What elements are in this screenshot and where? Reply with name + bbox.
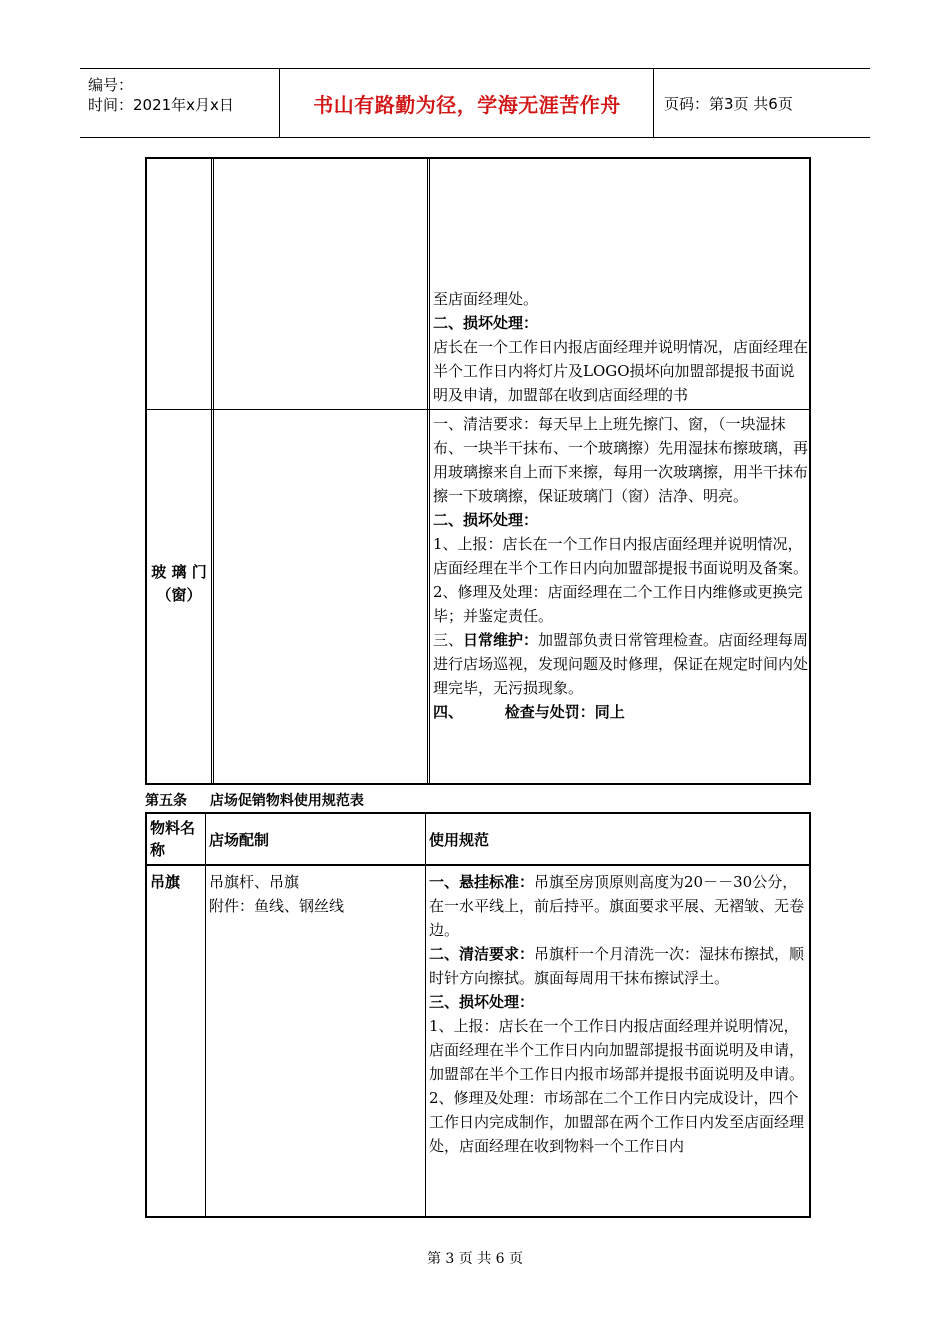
row2-item-name: 玻 璃 门（窗） xyxy=(151,563,207,604)
spec-line: 2、修理及处理：市场部在二个工作日内完成设计，四个工作日内完成制作，加盟部在两个工作日内发至店面经理处，店面经理在收到物料一个工作日内 xyxy=(429,1089,805,1155)
config-line: 附件：鱼线、钢丝线 xyxy=(209,897,345,915)
header-meta xyxy=(80,69,280,137)
header-page-info: 页码：第3页 共6页 xyxy=(664,94,793,113)
row2-line: 二、损坏处理： xyxy=(433,511,539,529)
row2-line: 四、 检查与处罚：同上 xyxy=(433,703,625,721)
spec-line: 二、清洁要求：吊旗杆一个月清洗一次：湿抹布擦拭，顺时针方向擦拭。旗面每周用干抹布擦试浮土。 xyxy=(429,945,805,987)
table-facility-rules xyxy=(145,157,811,785)
row2-line: 2、修理及处理：店面经理在二个工作日内维修或更换完毕；并鉴定责任。 xyxy=(433,583,803,625)
header-usage-spec: 使用规范 xyxy=(429,831,490,849)
article-title: 店场促销物料使用规范表 xyxy=(209,793,364,809)
column-divider xyxy=(211,159,214,783)
header-motto: 书山有路勤为径，学海无涯苦作舟 xyxy=(281,69,654,137)
row-divider xyxy=(147,864,809,866)
row2-content xyxy=(433,412,809,724)
row1-content xyxy=(433,287,809,407)
row1-heading: 二、损坏处理： xyxy=(433,314,539,332)
usage-spec xyxy=(429,870,809,1158)
column-divider xyxy=(425,814,426,1216)
spec-line: 1、上报：店长在一个工作日内报店面经理并说明情况，店面经理在半个工作日内向加盟部提报书面说明及申请，加盟部在半个工作日内报市场部并提报书面说明及申请。 xyxy=(429,1017,805,1083)
page-header xyxy=(80,68,870,138)
article-number: 第五条 xyxy=(145,793,187,809)
row-divider xyxy=(147,409,809,410)
table-promo-materials xyxy=(145,812,811,1218)
section-title xyxy=(145,790,364,810)
column-divider xyxy=(205,814,206,1216)
time-label: 时间：2021年x月x日 xyxy=(88,96,234,114)
row2-line: 1、上报：店长在一个工作日内报店面经理并说明情况，店面经理在半个工作日内向加盟部提报书面说明及备案。 xyxy=(433,535,809,577)
page-footer: 第 3 页 共 6 页 xyxy=(426,1251,524,1267)
material-config xyxy=(209,870,421,918)
row1-line: 至店面经理处。 xyxy=(433,290,539,308)
material-name: 吊旗 xyxy=(150,873,181,891)
column-divider xyxy=(427,159,430,783)
row1-line: 店长在一个工作日内报店面经理并说明情况，店面经理在半个工作日内将灯片及LOGO损坏向加盟部提报书面说明及申请，加盟部在收到店面经理的书 xyxy=(433,338,809,404)
header-material-name: 物料名称 xyxy=(150,819,196,859)
number-label: 编号： xyxy=(88,76,134,94)
row2-line: 三、日常维护：加盟部负责日常管理检查。店面经理每周进行店场巡视，发现问题及时修理，保证在规定时间内处理完毕，无污损现象。 xyxy=(433,631,809,697)
config-line: 吊旗杆、吊旗 xyxy=(209,873,300,891)
header-store-config: 店场配制 xyxy=(209,831,270,849)
spec-line: 三、损坏处理： xyxy=(429,993,535,1011)
row2-line: 一、清洁要求：每天早上上班先擦门、窗，（一块湿抹布、一块半干抹布、一个玻璃擦）先用湿抹布擦玻璃，再用玻璃擦来自上而下来擦，每用一次玻璃擦，用半干抹布擦一下玻璃擦，保证玻璃门（窗）洁净、明亮。 xyxy=(433,415,809,505)
spec-line: 一、悬挂标准：吊旗至房顶原则高度为20－－30公分，在一水平线上，前后持平。旗面要求平展、无褶皱、无卷边。 xyxy=(429,873,805,939)
